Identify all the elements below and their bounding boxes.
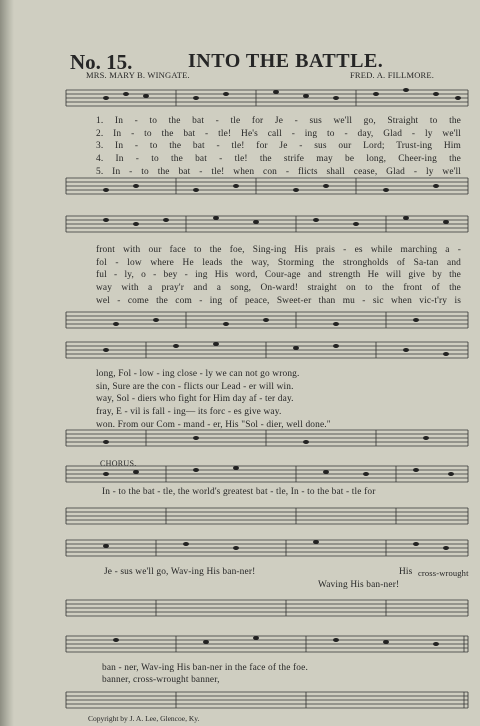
verse-line: way with a pray'r and a song, On-ward! straight on to the front of the: [96, 283, 461, 294]
verse-line: long, Fol - low - ing close - ly we can not go wrong.: [96, 369, 300, 379]
bass-staff: [66, 310, 468, 330]
copyright-notice: Copyright by J. A. Lee, Glencoe, Ky.: [88, 714, 200, 723]
verse-line: sin, Sure are the con - flicts our Lead - er will win.: [96, 381, 294, 392]
music-system-2: [66, 214, 468, 332]
staff-lines: [66, 88, 468, 112]
bass-staff: [66, 598, 468, 618]
staff-lines: [66, 538, 468, 562]
treble-staff: [66, 214, 468, 234]
treble-staff: [66, 88, 468, 108]
verse-line: front with our face to the foe, Sing-ing His prais - es while marching a -: [96, 245, 461, 255]
verse-line: won. From our Com - mand - er, His "Sol - dier, well done.": [96, 419, 331, 430]
treble-staff: [66, 464, 468, 484]
chorus-line-2-cross-wrought: cross-wrought: [418, 568, 469, 578]
verse-line: ful - ly, o - bey - ing His word, Cour-age and strength He will give by the: [96, 270, 461, 281]
music-system-6: [66, 634, 468, 712]
verses-block-2: [96, 244, 461, 308]
staff-lines: [66, 176, 468, 200]
treble-staff: [66, 634, 468, 654]
music-system-1: [66, 88, 468, 206]
verse-line: fol - low where He leads the way, Storming the strongholds of Sa-tan and: [96, 257, 461, 268]
staff-lines: [66, 634, 468, 658]
chorus-line-2-main: Je - sus we'll go, Wav-ing His ban-ner!: [104, 567, 256, 577]
chorus-label: CHORUS.: [100, 459, 137, 468]
bass-staff: [66, 506, 468, 526]
composer-credit: FRED. A. FILLMORE.: [350, 70, 435, 80]
bass-staff: [66, 176, 468, 196]
hymn-title: INTO THE BATTLE.: [188, 50, 384, 72]
staff-lines: [66, 428, 468, 452]
verse-line: way, Sol - diers who fight for Him day af - ter day.: [96, 394, 294, 405]
staff-lines: [66, 506, 468, 530]
verse-line: 2. In - to the bat - tle! He's call - ing to - day, Glad - ly we'll: [96, 128, 461, 139]
verse-line: wel - come the com - ing of peace, Sweet-er than mu - sic when vic-t'ry is: [96, 295, 461, 306]
verse-line: 5. In - to the bat - tle! when con - flicts shall cease, Glad - ly we'll: [96, 166, 461, 177]
verse-line: 4. In - to the bat - tle! the strife may be long, Cheer-ing the: [96, 154, 461, 165]
verse-line: fray, E - vil is fall - ing— its forc - es give way.: [96, 407, 282, 418]
bass-staff: [66, 428, 468, 448]
chorus-line-2-his: His: [399, 567, 413, 577]
verse-line: 3. In - to the bat - tle! for Je - sus our Lord; Trust-ing Him: [96, 141, 461, 152]
treble-staff: [66, 538, 468, 558]
staff-lines: [66, 214, 468, 238]
staff-lines: [66, 464, 468, 488]
chorus-line-3-echo: banner, cross-wrought banner,: [102, 675, 220, 685]
music-system-5: [66, 538, 468, 628]
page-binding-shadow: [0, 0, 14, 726]
bass-staff: [66, 690, 468, 710]
chorus-line-2-echo: Waving His ban-ner!: [318, 580, 400, 590]
verse-line: 1. In - to the bat - tle for Je - sus we'll go, Straight to the: [96, 116, 461, 126]
staff-lines: [66, 310, 468, 334]
lyricist-credit: MRS. MARY B. WINGATE.: [86, 70, 190, 80]
music-system-3: [66, 340, 468, 450]
music-system-4: [66, 464, 468, 526]
staff-lines: [66, 340, 468, 364]
chorus-line-3: ban - ner, Wav-ing His ban-ner in the face of the foe.: [102, 663, 308, 673]
treble-staff: [66, 340, 468, 360]
staff-lines: [66, 598, 468, 622]
verses-block-3: [96, 368, 461, 432]
chorus-line-1: In - to the bat - tle, the world's greatest bat - tle, In - to the bat - tle for: [102, 487, 376, 497]
staff-lines: [66, 690, 468, 714]
hymn-number: No. 15.: [70, 50, 133, 74]
verses-block-1: [96, 115, 461, 179]
